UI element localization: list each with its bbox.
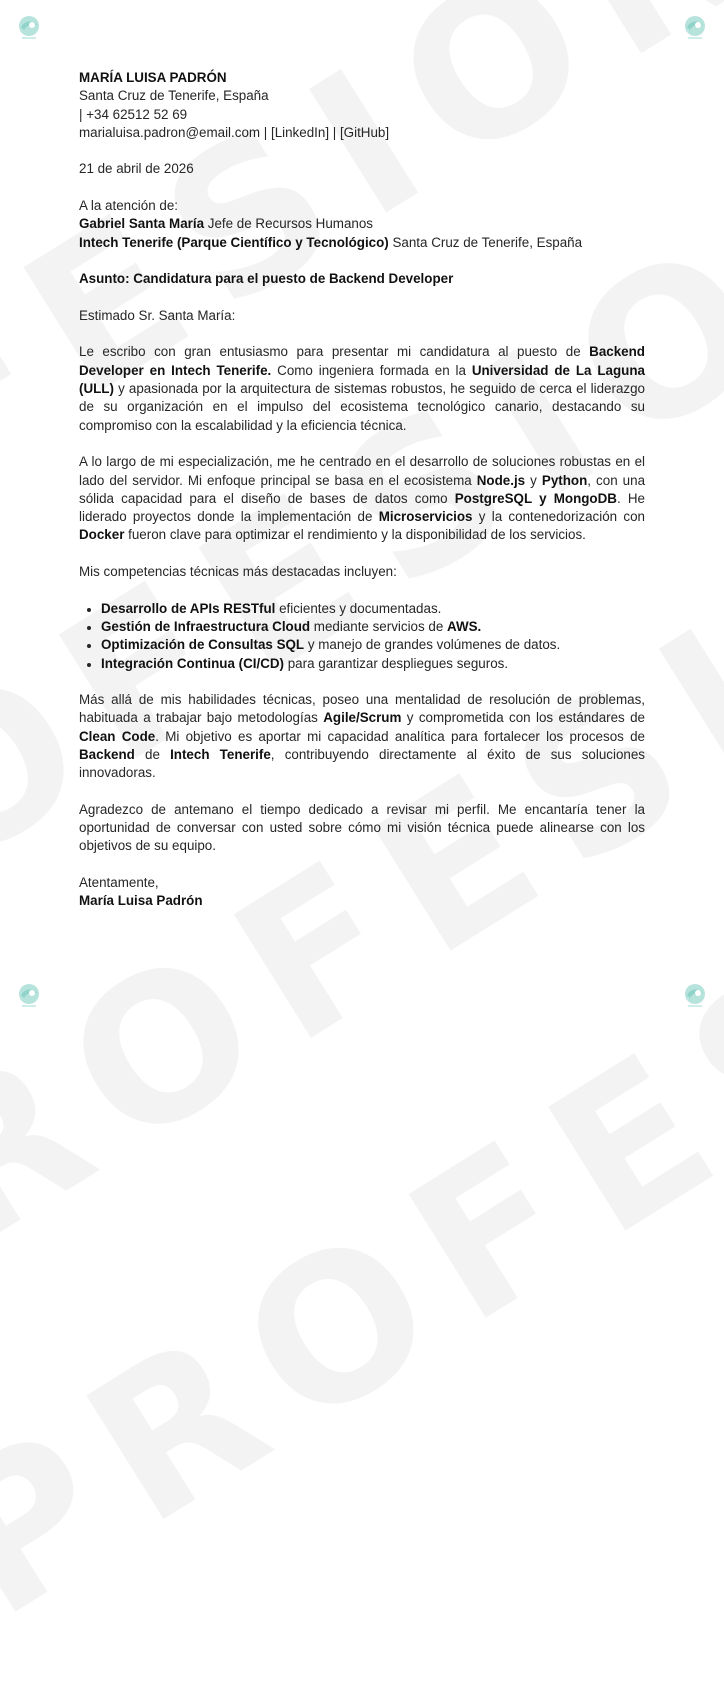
sender-location: Santa Cruz de Tenerife, España [79, 88, 269, 104]
brand-logo-icon [16, 982, 42, 1008]
sender-contact: marialuisa.padron@email.com | [LinkedIn] | [GitHub] [79, 124, 390, 140]
list-item: • Desarrollo de APIs RESTful eficientes y documentadas. [101, 600, 645, 618]
paragraph-closing: Agradezco de antemano el tiempo dedicado a revisar mi perfil. Me encantaría tener la oportunidad de conversar con usted sobre cómo mi visión técnica puede alinearse con los objetivos de su equipo. [79, 801, 645, 854]
sender-phone: | +34 62512 52 69 [79, 106, 188, 122]
subject-line: Asunto: Candidatura para el puesto de Backend Developer [79, 271, 454, 287]
brand-logo-icon [682, 14, 708, 40]
company-line [79, 234, 645, 252]
closing: Atentamente, [79, 875, 159, 891]
signature: María Luisa Padrón [79, 893, 203, 909]
recipient-name: Gabriel Santa María [79, 216, 205, 232]
company-location: Santa Cruz de Tenerife, España [388, 234, 583, 250]
company-name: Intech Tenerife (Parque Científico y Tecnológico) [79, 234, 389, 250]
paragraph-soft-skills: Más allá de mis habilidades técnicas, poseo una mentalidad de resolución de problemas, habituada a trabajar bajo metodologías Agile/Scrum y comprometida con los estándares de Clean Code. Mi objetivo es aportar mi capacidad analítica para fortalecer los procesos de Backend de Intech Tenerife, contribuyendo directamente al éxito de sus soluciones innovadoras. [79, 692, 646, 781]
attention-line: A la atención de: [79, 198, 179, 214]
recipient-line [79, 215, 645, 233]
list-item: • Gestión de Infraestructura Cloud mediante servicios de AWS. [101, 618, 645, 636]
skills-intro: Mis competencias técnicas más destacadas incluyen: [79, 564, 397, 580]
brand-logo-icon [682, 982, 708, 1008]
greeting: Estimado Sr. Santa María: [79, 307, 236, 323]
sender-name: MARÍA LUISA PADRÓN [79, 70, 227, 85]
letter-date: 21 de abril de 2026 [79, 161, 194, 177]
paragraph-intro: Le escribo con gran entusiasmo para presentar mi candidatura al puesto de Backend Developer en Intech Tenerife. Como ingeniera formada en la Universidad de La Laguna (ULL) y apasionada por la arquitectura de sistemas robustos, he seguido de cerca el liderazgo de su organización en el impulso del ecosistema tecnológico canario, destacando su compromiso con la escalabilidad y la eficiencia técnica. [79, 344, 645, 433]
recipient-role: Jefe de Recursos Humanos [204, 216, 373, 232]
list-item: • Integración Continua (CI/CD) para garantizar despliegues seguros. [101, 655, 645, 673]
cover-letter [79, 69, 645, 911]
skills-list [79, 600, 645, 673]
list-item: • Optimización de Consultas SQL y manejo de grandes volúmenes de datos. [101, 636, 645, 654]
paragraph-experience: A lo largo de mi especialización, me he centrado en el desarrollo de soluciones robustas en el lado del servidor. Mi enfoque principal se basa en el ecosistema Node.js y Python, con una sólida capacidad para el diseño de bases de datos como PostgreSQL y MongoDB. He liderado proyectos donde la implementación de Microservicios y la contenedorización con Docker fueron clave para optimizar el rendimiento y la disponibilidad de los servicios. [79, 454, 646, 543]
brand-logo-icon [16, 14, 42, 40]
